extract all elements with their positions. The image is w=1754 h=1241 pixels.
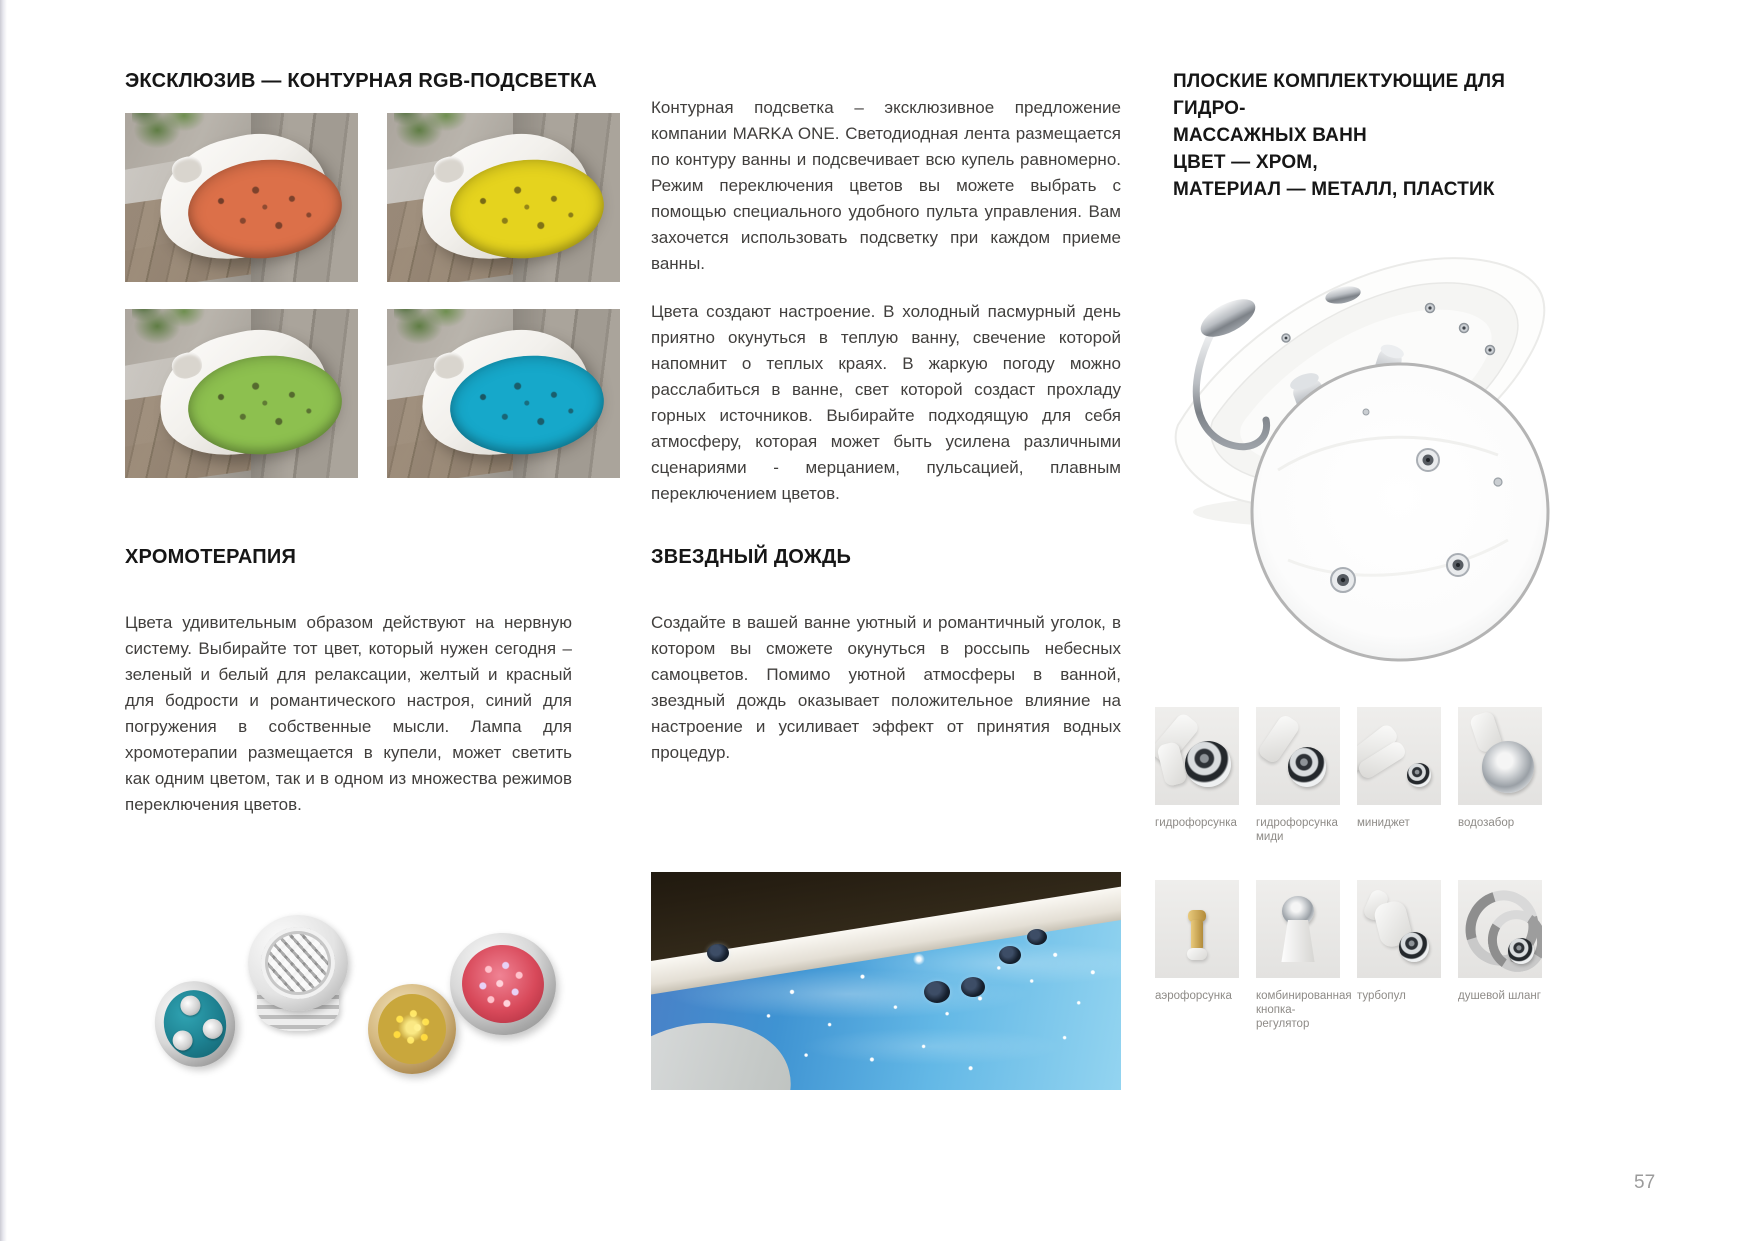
component-label: водозабор xyxy=(1458,817,1515,829)
hose-fitting xyxy=(1508,938,1534,964)
component-label: гидрофорсунка миди xyxy=(1256,817,1338,843)
gold-stem xyxy=(1191,920,1203,950)
star-rain-heading: ЗВЕЗДНЫЙ ДОЖДЬ xyxy=(651,546,852,568)
rgb-section-heading: ЭКСКЛЮЗИВ — КОНТУРНАЯ RGB-ПОДСВЕТКА xyxy=(125,70,598,92)
component-photo-minijet xyxy=(1357,707,1441,805)
chrome-mesh-lamp xyxy=(248,915,348,1033)
rgb-paragraph-1: Контурная подсветка – эксклюзивное предложение компании MARKA ONE. Светодиодная лента размещается по контуру ванны и подсвечивает всю купель равномерно. Режим переключения цветов вы можете выбрать с помощью специального удобного пульта управления. Вам захочется использовать подсветку при каждом приеме ванны. xyxy=(651,98,1121,273)
component-label: душевой шланг xyxy=(1458,990,1541,1002)
jet-face xyxy=(1399,932,1429,962)
component-label: турбопул xyxy=(1357,990,1406,1002)
component-item xyxy=(1458,707,1542,844)
component-label: миниджет xyxy=(1357,817,1410,829)
component-photo-water-intake xyxy=(1458,707,1542,805)
bathtub-illustration xyxy=(1128,220,1558,690)
components-heading-line-3: ЦВЕТ — ХРОМ, xyxy=(1173,152,1318,173)
cone-body xyxy=(1280,920,1316,962)
component-photo-turbopool xyxy=(1357,880,1441,978)
star-rain-photo xyxy=(651,872,1121,1090)
components-heading-line-4: МАТЕРИАЛ — МЕТАЛЛ, ПЛАСТИК xyxy=(1173,179,1495,200)
rgb-bathtub-photo-yellow xyxy=(387,113,620,282)
components-heading-line-1: ПЛОСКИЕ КОМПЛЕКТУЮЩИЕ ДЛЯ ГИДРО- xyxy=(1173,71,1506,119)
jet xyxy=(924,981,950,1003)
lamp-led-face xyxy=(378,994,446,1064)
jet-face xyxy=(1185,741,1231,787)
jet-face xyxy=(1407,763,1431,787)
chromotherapy-heading: ХРОМОТЕРАПИЯ xyxy=(125,546,297,568)
teal-control-lamp xyxy=(146,973,244,1076)
rgb-bathtub-photo-green xyxy=(125,309,358,478)
rgb-paragraph-2: Цвета создают настроение. В холодный пасмурный день приятно окунуться в теплую ванну, свечение которой напомнит о теплых краях. В жаркую погоду можно расслабиться в ванне, свет которой создаст прохладу горных источников. Выбирайте подходящую для себя атмосферу, которая может быть усилена различными сценариями - мерцанием, пульсацией, плавным переключением цветов. xyxy=(651,302,1121,503)
component-item xyxy=(1155,707,1239,844)
component-item xyxy=(1357,707,1441,844)
component-item xyxy=(1256,707,1340,844)
components-heading xyxy=(1173,68,1533,203)
chrome-disc xyxy=(1482,741,1534,793)
page-spine-edge xyxy=(0,0,7,1241)
page-number: 57 xyxy=(1634,1172,1656,1193)
component-item xyxy=(1458,880,1542,1031)
components-grid-row-1 xyxy=(1155,707,1542,844)
jet-face xyxy=(1288,747,1326,787)
component-item xyxy=(1256,880,1352,1031)
hydromassage-bathtub-photo xyxy=(1128,220,1558,690)
rgb-bathtub-photo-cyan xyxy=(387,309,620,478)
red-led-lamp xyxy=(443,926,562,1042)
component-item xyxy=(1155,880,1239,1031)
component-photo-hydrojet xyxy=(1155,707,1239,805)
components-grid-row-2 xyxy=(1155,880,1542,1031)
component-label: гидрофорсунка xyxy=(1155,817,1237,829)
component-label: аэрофорсунка xyxy=(1155,990,1232,1002)
component-photo-hydrojet-midi xyxy=(1256,707,1340,805)
component-item xyxy=(1357,880,1441,1031)
star-rain-paragraph: Создайте в вашей ванне уютный и романтичный уголок, в котором вы сможете окунуться в россыпь небесных самоцветов. Помимо уютной атмосферы в ванной, звездный дождь оказывает положительное влияние на настроение и усиливает эффект от принятия водных процедур. xyxy=(651,613,1121,762)
components-heading-line-2: МАССАЖНЫХ ВАНН xyxy=(1173,125,1367,146)
component-photo-shower-hose xyxy=(1458,880,1542,978)
rgb-bathtub-photo-orange xyxy=(125,113,358,282)
component-photo-combo-regulator xyxy=(1256,880,1340,978)
yellow-led-lamp xyxy=(368,984,456,1074)
component-label: комбинированная кнопка-регулятор xyxy=(1256,990,1352,1030)
jet xyxy=(961,977,985,997)
lamp-mesh-lens xyxy=(261,927,335,999)
chromotherapy-paragraph: Цвета удивительным образом действуют на нервную систему. Выбирайте тот цвет, который нужен сегодня – зеленый и белый для релаксации, желтый и красный для бодрости и романтического настроя, синий для погружения в собственные мысли. Лампа для хромотерапии размещается в купели, может светить как одним цветом, так и в одном из множества режимов переключения цветов. xyxy=(125,613,572,814)
jet xyxy=(999,946,1021,964)
jet xyxy=(1027,929,1047,945)
base xyxy=(1187,948,1207,960)
star-lights xyxy=(651,872,1121,1090)
component-photo-airjet xyxy=(1155,880,1239,978)
